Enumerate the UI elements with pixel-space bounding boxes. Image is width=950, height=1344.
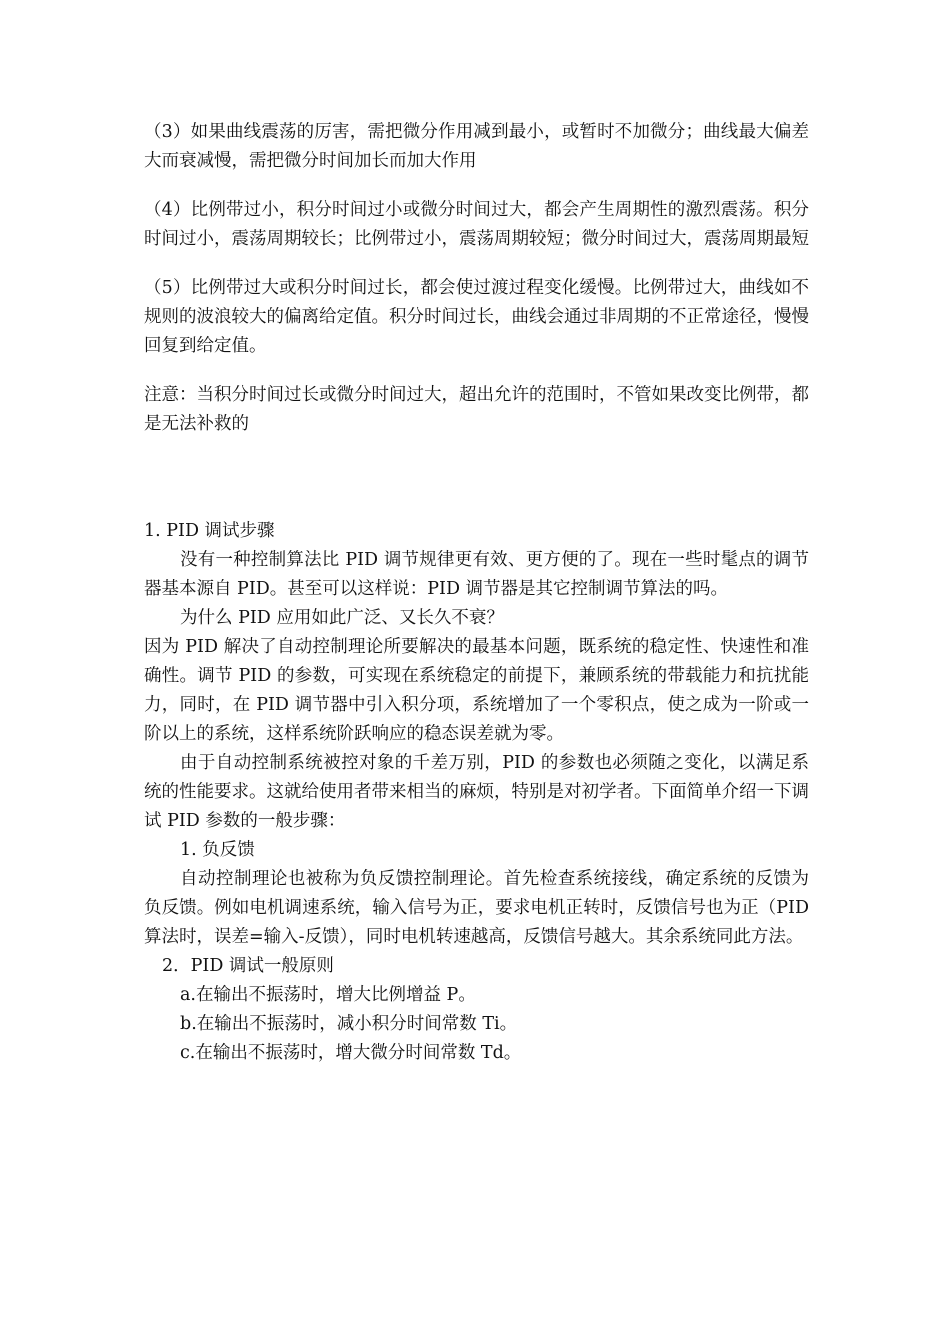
paragraph-item-3: （3）如果曲线震荡的厉害，需把微分作用减到最小，或暂时不加微分；曲线最大偏差大而衰减慢，需把微分时间加长而加大作用 bbox=[144, 122, 809, 171]
intro-paragraph: 没有一种控制算法比 PID 调节规律更有效、更方便的了。现在一些时髦点的调节器基本源自 PID。甚至可以这样说：PID 调节器是其它控制调节算法的吗。 bbox=[144, 550, 809, 599]
paragraph-item-5: （5）比例带过大或积分时间过长，都会使过渡过程变化缓慢。比例带过大，曲线如不规则的波浪较大的偏离给定值。积分时间过长，曲线会通过非周期的不正常途径，慢慢回复到给定值。 bbox=[144, 278, 809, 356]
note-paragraph: 注意：当积分时间过长或微分时间过大，超出允许的范围时，不管如果改变比例带，都是无法补救的 bbox=[144, 385, 809, 434]
paragraph-item-4: （4）比例带过小，积分时间过小或微分时间过大，都会产生周期性的激烈震荡。积分时间过小，震荡周期较长；比例带过小，震荡周期较短；微分时间过大，震荡周期最短 bbox=[144, 200, 809, 249]
section-heading: 1. PID 调试步骤 bbox=[144, 521, 275, 541]
answer-paragraph: 因为 PID 解决了自动控制理论所要解决的最基本问题，既系统的稳定性、快速性和准确性。调节 PID 的参数，可实现在系统稳定的前提下，兼顾系统的带载能力和抗扰能力，同时，在 PID 调节器中引入积分项，系统增加了一个零积点，使之成为一阶或一阶以上的系统，这样系统阶跃响应的稳态误差就为零。 bbox=[144, 637, 809, 744]
question-paragraph: 为什么 PID 应用如此广泛、又长久不衰？ bbox=[180, 608, 504, 628]
step1-title: 1. 负反馈 bbox=[180, 840, 255, 860]
rule-item-b: b.在输出不振荡时，减小积分时间常数 Ti。 bbox=[180, 1014, 518, 1034]
rule-item-c: c.在输出不振荡时，增大微分时间常数 Td。 bbox=[180, 1043, 522, 1063]
step1-body: 自动控制理论也被称为负反馈控制理论。首先检查系统接线，确定系统的反馈为负反馈。例如电机调速系统，输入信号为正，要求电机正转时，反馈信号也为正（PID 算法时，误差=输入-反馈），同时电机转速越高，反馈信号越大。其余系统同此方法。 bbox=[144, 869, 809, 947]
variation-paragraph: 由于自动控制系统被控对象的千差万别，PID 的参数也必须随之变化，以满足系统的性能要求。这就给使用者带来相当的麻烦，特别是对初学者。下面简单介绍一下调试 PID 参数的一般步骤： bbox=[144, 753, 809, 831]
rule-item-a: a.在输出不振荡时，增大比例增益 P。 bbox=[180, 985, 476, 1005]
document-page bbox=[144, 118, 809, 1068]
step2-title: 2．PID 调试一般原则 bbox=[162, 956, 334, 976]
